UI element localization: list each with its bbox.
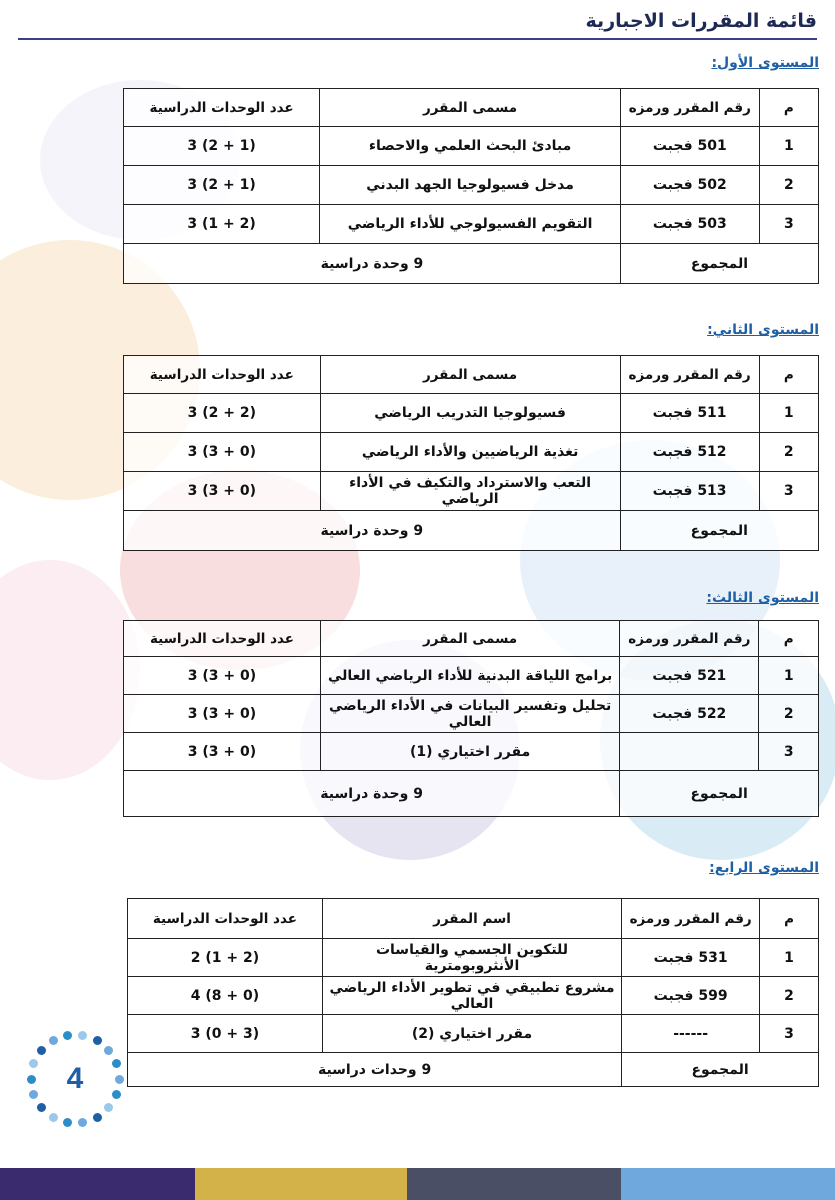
- total-value: 9 وحدة دراسية: [124, 244, 621, 284]
- row-name: فسيولوجيا التدريب الرياضي: [320, 394, 620, 433]
- ring-dot: [93, 1113, 102, 1122]
- total-label: المجموع: [620, 244, 818, 284]
- header-units: عدد الوحدات الدراسية: [128, 899, 323, 939]
- table-row: [124, 472, 819, 511]
- row-num: 2: [760, 977, 819, 1015]
- header-name: مسمى المقرر: [320, 621, 619, 657]
- ring-dot: [27, 1075, 36, 1084]
- ring-dot: [49, 1036, 58, 1045]
- ring-dot: [78, 1031, 87, 1040]
- level-heading: المستوى الرابع:: [709, 860, 819, 876]
- total-row: [124, 511, 819, 551]
- background-decoration: [0, 560, 140, 780]
- row-code: 503 فجبت: [620, 205, 759, 244]
- footer-bar-segment: [0, 1168, 195, 1200]
- table-row: [124, 166, 819, 205]
- total-row: [124, 771, 819, 817]
- row-name: مبادئ البحث العلمي والاحصاء: [320, 127, 621, 166]
- course-table: [123, 355, 819, 551]
- page-number-badge: [20, 1024, 130, 1134]
- table-row: [124, 205, 819, 244]
- row-num: 3: [759, 733, 819, 771]
- ring-dot: [104, 1046, 113, 1055]
- header-units: عدد الوحدات الدراسية: [124, 356, 321, 394]
- footer-bar-segment: [621, 1168, 835, 1200]
- header-num: م: [759, 356, 818, 394]
- row-code: 502 فجبت: [620, 166, 759, 205]
- row-code: 521 فجبت: [620, 657, 759, 695]
- level-heading: المستوى الثاني:: [707, 322, 819, 338]
- ring-dot: [115, 1075, 124, 1084]
- row-name: مقرر اختياري (1): [320, 733, 619, 771]
- ring-dot: [93, 1036, 102, 1045]
- total-label: المجموع: [620, 771, 819, 817]
- row-units: 3 (3 + 0): [124, 657, 321, 695]
- header-num: م: [760, 899, 819, 939]
- row-code: 531 فجبت: [622, 939, 760, 977]
- row-units: 3 (3 + 0): [124, 472, 321, 511]
- header-name: مسمى المقرر: [320, 89, 621, 127]
- table-row: [124, 127, 819, 166]
- header-units: عدد الوحدات الدراسية: [124, 89, 320, 127]
- table-row: [128, 977, 819, 1015]
- row-code: 513 فجبت: [620, 472, 759, 511]
- total-label: المجموع: [622, 1053, 819, 1087]
- page-number: 4: [66, 1062, 84, 1095]
- total-value: 9 وحدة دراسية: [124, 771, 620, 817]
- ring-dot: [112, 1059, 121, 1068]
- row-name: التعب والاسترداد والتكيف في الأداء الرياضي: [320, 472, 620, 511]
- course-table: [127, 898, 819, 1087]
- row-num: 1: [759, 657, 819, 695]
- row-name: مدخل فسيولوجيا الجهد البدني: [320, 166, 621, 205]
- row-num: 2: [759, 695, 819, 733]
- footer-bar-segment: [407, 1168, 621, 1200]
- table-row: [124, 433, 819, 472]
- header-name: مسمى المقرر: [320, 356, 620, 394]
- level-heading: المستوى الثالث:: [706, 590, 819, 606]
- row-code: 599 فجبت: [622, 977, 760, 1015]
- row-units: 3 (2 + 1): [124, 166, 320, 205]
- table-row: [128, 939, 819, 977]
- row-num: 3: [760, 1015, 819, 1053]
- footer-bar-segment: [195, 1168, 407, 1200]
- header-code: رقم المقرر ورمزه: [622, 899, 760, 939]
- row-num: 2: [759, 166, 818, 205]
- row-units: 3 (3 + 0): [124, 433, 321, 472]
- row-name: برامج اللياقة البدنية للأداء الرياضي العالي: [320, 657, 619, 695]
- row-units: 3 (2 + 1): [124, 127, 320, 166]
- ring-dot: [29, 1090, 38, 1099]
- row-code: 522 فجبت: [620, 695, 759, 733]
- ring-dot: [29, 1059, 38, 1068]
- ring-dot: [112, 1090, 121, 1099]
- header-units: عدد الوحدات الدراسية: [124, 621, 321, 657]
- row-code: 501 فجبت: [620, 127, 759, 166]
- table-row: [124, 733, 819, 771]
- ring-dot: [49, 1113, 58, 1122]
- total-value: 9 وحدات دراسية: [128, 1053, 622, 1087]
- ring-dot: [37, 1103, 46, 1112]
- row-name: للتكوين الجسمي والقياسات الأنثروبومترية: [322, 939, 621, 977]
- row-units: 3 (2 + 2): [124, 394, 321, 433]
- row-units: 4 (8 + 0): [128, 977, 323, 1015]
- row-num: 3: [759, 205, 818, 244]
- ring-dot: [78, 1118, 87, 1127]
- row-name: تحليل وتفسير البيانات في الأداء الرياضي العالي: [320, 695, 619, 733]
- row-num: 2: [759, 433, 818, 472]
- row-code: [620, 733, 759, 771]
- header-num: م: [759, 621, 819, 657]
- row-name: مشروع تطبيقي في تطوير الأداء الرياضي العالي: [322, 977, 621, 1015]
- row-name: التقويم الفسيولوجي للأداء الرياضي: [320, 205, 621, 244]
- row-units: 3 (1 + 2): [124, 205, 320, 244]
- header-code: رقم المقرر ورمزه: [620, 356, 759, 394]
- row-num: 1: [759, 127, 818, 166]
- page-title: قائمة المقررات الاجبارية: [18, 10, 817, 40]
- total-value: 9 وحدة دراسية: [124, 511, 621, 551]
- total-row: [128, 1053, 819, 1087]
- table-row: [124, 695, 819, 733]
- row-num: 3: [759, 472, 818, 511]
- ring-dot: [104, 1103, 113, 1112]
- row-name: مقرر اختياري (2): [322, 1015, 621, 1053]
- header-code: رقم المقرر ورمزه: [620, 89, 759, 127]
- course-table: [123, 88, 819, 284]
- row-units: 2 (1 + 2): [128, 939, 323, 977]
- level-heading: المستوى الأول:: [711, 55, 819, 71]
- row-name: تغذية الرياضيين والأداء الرياضي: [320, 433, 620, 472]
- header-code: رقم المقرر ورمزه: [620, 621, 759, 657]
- row-num: 1: [760, 939, 819, 977]
- row-code: 511 فجبت: [620, 394, 759, 433]
- row-code: ------: [622, 1015, 760, 1053]
- header-name: اسم المقرر: [322, 899, 621, 939]
- total-row: [124, 244, 819, 284]
- table-row: [128, 1015, 819, 1053]
- header-num: م: [759, 89, 818, 127]
- row-units: 3 (3 + 0): [124, 733, 321, 771]
- row-units: 3 (3 + 0): [124, 695, 321, 733]
- row-num: 1: [759, 394, 818, 433]
- ring-dot: [63, 1118, 72, 1127]
- ring-dot: [37, 1046, 46, 1055]
- row-code: 512 فجبت: [620, 433, 759, 472]
- row-units: 3 (0 + 3): [128, 1015, 323, 1053]
- total-label: المجموع: [620, 511, 818, 551]
- ring-dot: [63, 1031, 72, 1040]
- course-table: [123, 620, 819, 817]
- table-row: [124, 394, 819, 433]
- table-row: [124, 657, 819, 695]
